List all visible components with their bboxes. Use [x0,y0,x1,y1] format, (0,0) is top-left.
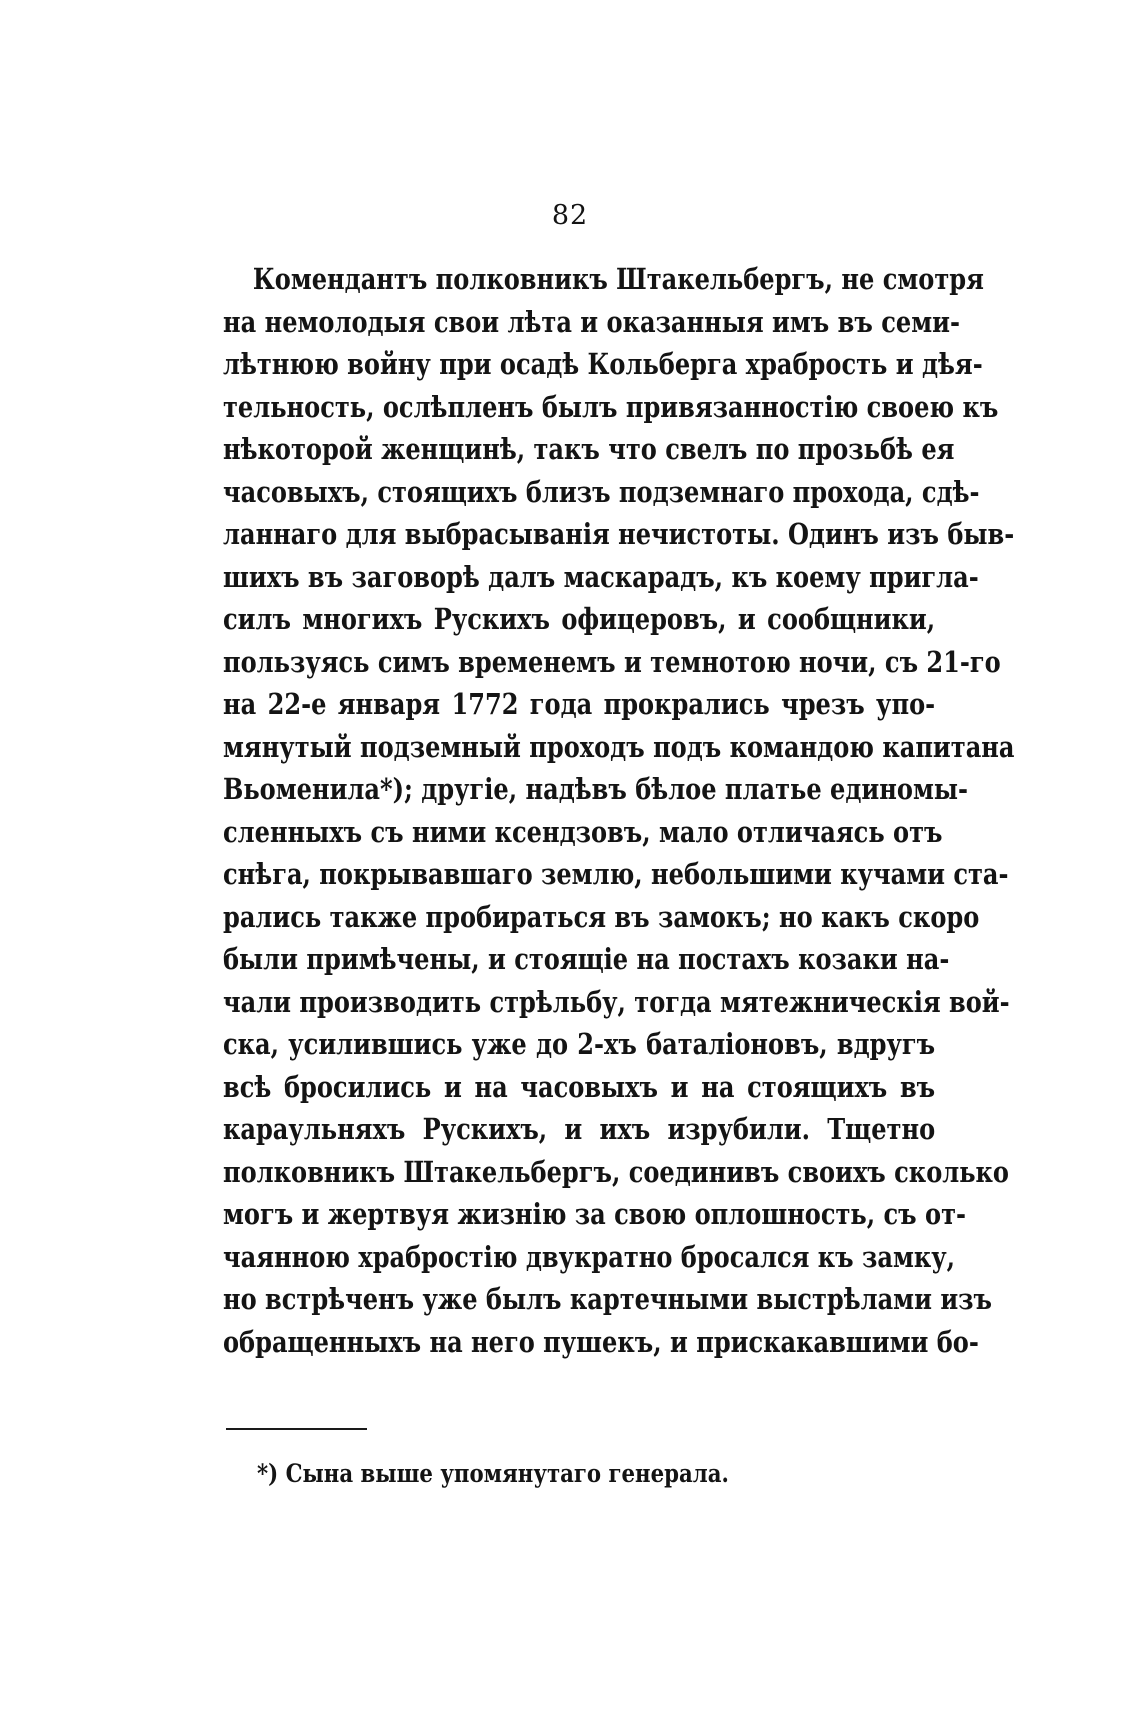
text-line: полковникъ Штакельбергъ, соединивъ своихъ сколько [223,1154,1009,1189]
footnote: *) Сына выше упомянутаго генерала. [257,1459,729,1488]
text-line: чали производить стрѣльбу, тогда мятежническія вой- [223,984,1010,1019]
text-line: лѣтнюю войну при осадѣ Кольберга храбрость и дѣя- [223,347,983,381]
text-line: Вьоменила*); другіе, надѣвъ бѣлое платье единомы- [223,772,968,806]
text-line: снѣга, покрывавшаго землю, небольшими кучами ста- [223,857,1009,891]
text-line: силъ многихъ Рускихъ офицеровъ, и сообщники, [223,602,936,636]
text-line: ланнаго для выбрасыванія нечистоты. Одинъ изъ быв- [223,517,1015,551]
text-line: шихъ въ заговорѣ далъ маскарадъ, къ коему пригла- [223,559,979,594]
text-line: на 22-е января 1772 года прокрались чрезъ упо- [223,687,936,721]
text-line: всѣ бросились и на часовыхъ и на стоящихъ въ [223,1069,936,1104]
text-line: были примѣчены, и стоящіе на постахъ козаки на- [223,942,950,976]
text-line: сленныхъ съ ними ксендзовъ, мало отличаясь отъ [223,814,943,849]
text-line: Комендантъ полковникъ Штакельбергъ, не смотря [252,262,984,296]
footnote-divider [226,1428,367,1430]
text-line: часовыхъ, стоящихъ близъ подземнаго прохода, сдѣ- [223,474,980,509]
text-line: чаянною храбростію двукратно бросался къ замку, [223,1239,956,1274]
text-line: на немолодыя свои лѣта и оказанныя имъ въ семи- [223,304,960,339]
text-line: тельность, ослѣпленъ былъ привязанностію своею къ [223,389,999,424]
text-line: обращенныхъ на него пушекъ, и прискакавшими бо- [223,1324,979,1359]
text-line: но встрѣченъ уже былъ картечными выстрѣлами изъ [223,1282,993,1316]
text-line: караульняхъ Рускихъ, и ихъ изрубили. Тщетно [223,1112,936,1146]
page-number: 82 [551,200,589,231]
text-line: мянутый подземный проходъ подъ командою капитана [223,729,1015,764]
text-line: нѣкоторой женщинѣ, такъ что свелъ по прозьбѣ ея [223,432,955,466]
text-line: могъ и жертвуя жизнію за свою оплошность, съ от- [223,1197,966,1231]
body-text [223,258,1015,1363]
text-line: пользуясь симъ временемъ и темнотою ночи, съ 21-го [223,644,1001,679]
text-line: ска, усилившись уже до 2-хъ баталіоновъ, вдругъ [223,1027,936,1061]
text-line: рались также пробираться въ замокъ; но какъ скоро [223,899,980,934]
